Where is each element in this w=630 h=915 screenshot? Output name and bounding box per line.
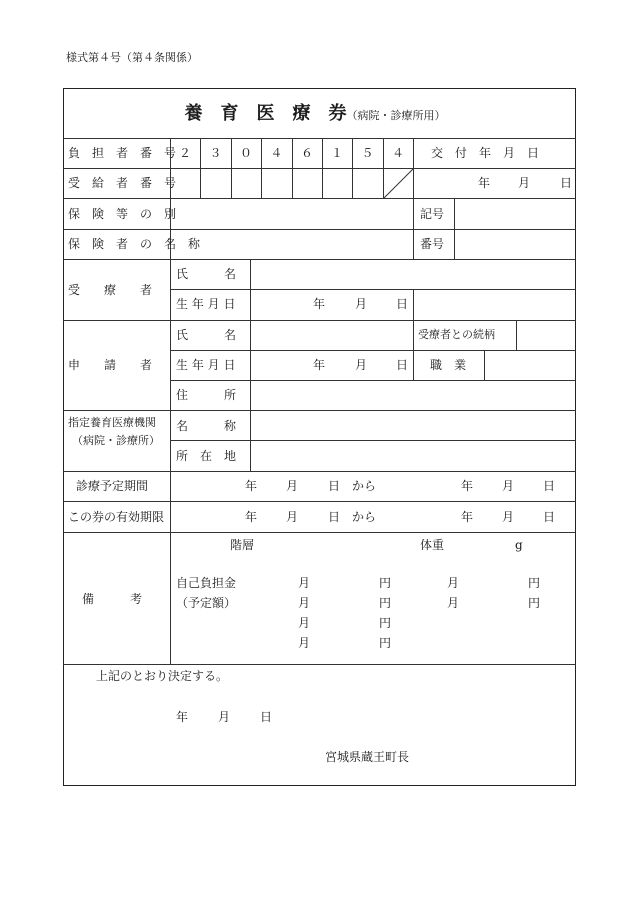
copay-month: 月 bbox=[447, 596, 460, 610]
decision-year: 年 bbox=[176, 710, 189, 724]
row-divider bbox=[63, 198, 576, 199]
period-label: 診療予定期間 bbox=[76, 479, 149, 493]
issue-month: 月 bbox=[518, 176, 531, 190]
authority-name: 宮城県蔵王町長 bbox=[325, 750, 410, 764]
issue-date-label: 交 付 年 月 日 bbox=[431, 146, 540, 160]
title-sub: （病院・診療所用） bbox=[346, 109, 446, 122]
institution-location-label: 所 在 地 bbox=[176, 449, 237, 463]
decision-day: 日 bbox=[260, 710, 273, 724]
payer-digit: ５ bbox=[361, 146, 374, 160]
copay-month: 月 bbox=[298, 636, 311, 650]
patient-birth-year: 年 bbox=[313, 297, 326, 311]
payer-number-label: 負 担 者 番 号 bbox=[68, 146, 177, 160]
col-divider bbox=[250, 259, 251, 471]
row-divider bbox=[63, 501, 576, 502]
insurance-type-label: 保 険 等 の 別 bbox=[68, 207, 177, 221]
row-divider bbox=[63, 471, 576, 472]
row-divider bbox=[170, 440, 576, 441]
payer-digit: ３ bbox=[209, 146, 222, 160]
copay-yen: 円 bbox=[379, 596, 392, 610]
period-from-word: から bbox=[352, 479, 377, 493]
payer-digit: ４ bbox=[391, 146, 404, 160]
patient-birth-month: 月 bbox=[355, 297, 368, 311]
remarks-weight-unit: g bbox=[515, 538, 523, 552]
period-to-day: 日 bbox=[543, 479, 556, 493]
col-divider bbox=[454, 198, 455, 260]
applicant-birth-month: 月 bbox=[355, 358, 368, 372]
form-title bbox=[0, 99, 630, 125]
validity-from-year: 年 bbox=[245, 510, 258, 524]
row-divider bbox=[63, 410, 576, 411]
period-from-month: 月 bbox=[286, 479, 299, 493]
remarks-label: 備 考 bbox=[82, 592, 143, 606]
col-divider bbox=[484, 350, 485, 381]
payer-digit: ４ bbox=[270, 146, 283, 160]
copay-month: 月 bbox=[298, 616, 311, 630]
address-label: 住 所 bbox=[176, 388, 237, 402]
validity-from-word: から bbox=[352, 510, 377, 524]
copay-yen: 円 bbox=[528, 576, 541, 590]
row-divider bbox=[170, 289, 576, 290]
copay-yen: 円 bbox=[379, 576, 392, 590]
remarks-copay: 自己負担金 bbox=[176, 576, 237, 590]
payer-digit: １ bbox=[330, 146, 343, 160]
diagonal-slash bbox=[383, 168, 414, 199]
validity-label: この券の有効期限 bbox=[68, 510, 165, 524]
col-divider bbox=[516, 320, 517, 351]
row-divider bbox=[63, 259, 576, 260]
row-divider bbox=[63, 168, 576, 169]
row-divider bbox=[63, 138, 576, 139]
remarks-floor: 階層 bbox=[230, 538, 255, 552]
validity-to-year: 年 bbox=[461, 510, 474, 524]
copay-month: 月 bbox=[298, 576, 311, 590]
institution-label-line1: 指定養育医療機関 bbox=[68, 416, 156, 429]
row-divider bbox=[63, 320, 576, 321]
validity-from-day: 日 bbox=[328, 510, 341, 524]
applicant-birth-label: 生 年 月 日 bbox=[176, 358, 236, 372]
decision-text: 上記のとおり決定する。 bbox=[96, 669, 229, 683]
period-to-year: 年 bbox=[461, 479, 474, 493]
number-label: 番号 bbox=[420, 237, 445, 251]
col-divider bbox=[413, 289, 414, 320]
remarks-weight: 体重 bbox=[420, 538, 445, 552]
applicant-label: 申 請 者 bbox=[68, 358, 153, 372]
decision-month: 月 bbox=[218, 710, 231, 724]
copay-yen: 円 bbox=[379, 636, 392, 650]
validity-from-month: 月 bbox=[286, 510, 299, 524]
col-divider bbox=[413, 320, 414, 381]
relation-label: 受療者との続柄 bbox=[418, 328, 495, 341]
period-from-day: 日 bbox=[328, 479, 341, 493]
remarks-copay-sub: （予定額） bbox=[176, 596, 237, 610]
institution-name-label: 名 称 bbox=[176, 419, 237, 433]
payer-digit: ２ bbox=[178, 146, 191, 160]
copay-yen: 円 bbox=[528, 596, 541, 610]
period-from-year: 年 bbox=[245, 479, 258, 493]
institution-label-line2: （病院・診療所） bbox=[72, 434, 160, 447]
copay-month: 月 bbox=[298, 596, 311, 610]
row-divider bbox=[170, 380, 576, 381]
issue-year: 年 bbox=[478, 176, 491, 190]
applicant-name-label: 氏 名 bbox=[176, 328, 237, 342]
validity-to-month: 月 bbox=[502, 510, 515, 524]
payer-digit: ６ bbox=[300, 146, 313, 160]
patient-birth-day: 日 bbox=[396, 297, 409, 311]
title-main: 養 育 医 療 券 bbox=[184, 103, 347, 124]
payer-digit: ０ bbox=[239, 146, 252, 160]
row-divider bbox=[63, 532, 576, 533]
applicant-birth-year: 年 bbox=[313, 358, 326, 372]
copay-month: 月 bbox=[447, 576, 460, 590]
form-number: 様式第４号（第４条関係） bbox=[66, 51, 198, 64]
col-divider bbox=[413, 138, 414, 260]
validity-to-day: 日 bbox=[543, 510, 556, 524]
recipient-number-label: 受 給 者 番 号 bbox=[68, 176, 177, 190]
period-to-month: 月 bbox=[502, 479, 515, 493]
row-divider bbox=[63, 664, 576, 665]
copay-yen: 円 bbox=[379, 616, 392, 630]
symbol-label: 記号 bbox=[420, 207, 445, 221]
occupation-label: 職 業 bbox=[430, 358, 467, 372]
issue-day: 日 bbox=[560, 176, 573, 190]
row-divider bbox=[63, 229, 576, 230]
patient-name-label: 氏 名 bbox=[176, 267, 237, 281]
patient-label: 受 療 者 bbox=[68, 283, 153, 297]
patient-birth-label: 生 年 月 日 bbox=[176, 297, 236, 311]
applicant-birth-day: 日 bbox=[396, 358, 409, 372]
insurer-name-label: 保 険 者 の 名 称 bbox=[68, 237, 201, 251]
